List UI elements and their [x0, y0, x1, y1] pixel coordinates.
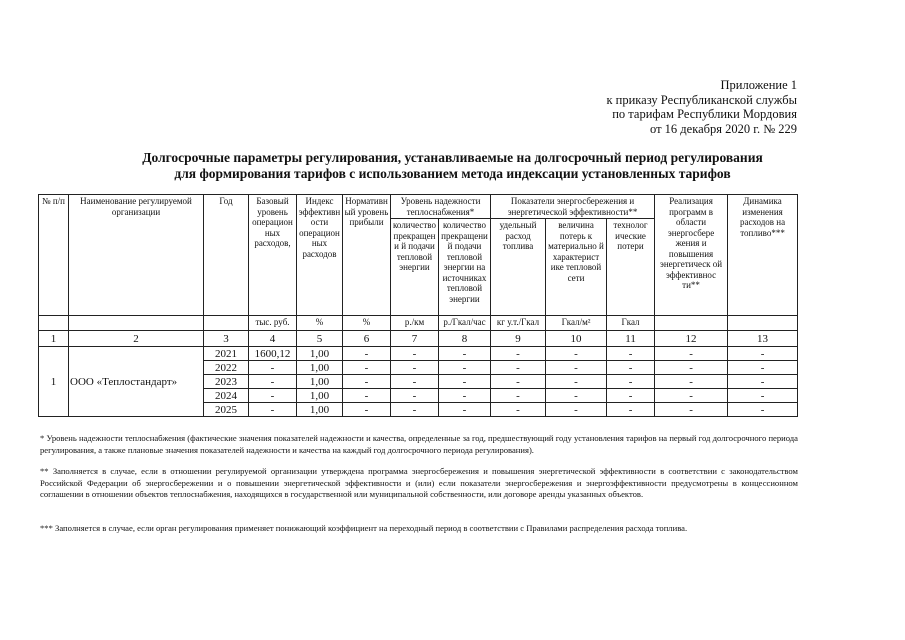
header-row-1 [39, 195, 798, 219]
cell-efficiency-index: 1,00 [297, 347, 343, 361]
cell-year: 2025 [204, 403, 249, 417]
header-year: Год [204, 195, 249, 316]
unit-fuel-rate: кг у.т./Гкал [491, 316, 546, 331]
cell-energy-programs: - [655, 347, 728, 361]
cell-energy-programs: - [655, 389, 728, 403]
annex-line-1: Приложение 1 [720, 78, 797, 92]
header-row-number: № п/п [39, 195, 69, 316]
header-energy-saving-group: Показатели энергосбережения и энергетической эффективности** [491, 195, 655, 219]
cell-network-losses: - [546, 403, 607, 417]
column-number: 9 [491, 331, 546, 347]
cell-source-interruptions: - [439, 361, 491, 375]
cell-base-opex: - [249, 361, 297, 375]
column-number: 2 [69, 331, 204, 347]
cell-base-opex: - [249, 403, 297, 417]
cell-fuel-dynamics: - [728, 375, 798, 389]
column-number: 13 [728, 331, 798, 347]
column-number: 10 [546, 331, 607, 347]
cell-year: 2022 [204, 361, 249, 375]
unit-network-losses: Гкал/м² [546, 316, 607, 331]
header-org-name: Наименование регулируемой организации [69, 195, 204, 316]
cell-energy-programs: - [655, 403, 728, 417]
title-line-2: для формирования тарифов с использованием метода индексации установленных тарифов [174, 166, 731, 181]
document-title [0, 150, 905, 182]
header-fuel-dynamics: Динамика изменения расходов на топливо*** [728, 195, 798, 316]
table-row [39, 347, 798, 361]
column-number: 11 [607, 331, 655, 347]
column-number: 5 [297, 331, 343, 347]
cell-profit-level: - [343, 389, 391, 403]
cell-supply-interruptions: - [391, 403, 439, 417]
annex-header [606, 78, 797, 136]
cell-efficiency-index: 1,00 [297, 389, 343, 403]
cell-base-opex: 1600,12 [249, 347, 297, 361]
annex-line-3: по тарифам Республики Мордовия [612, 107, 797, 121]
header-reliability-group: Уровень надежности теплоснабжения* [391, 195, 491, 219]
header-profit-level: Нормативн ый уровень прибыли [343, 195, 391, 316]
parameters-table [38, 194, 798, 417]
cell-energy-programs: - [655, 361, 728, 375]
header-efficiency-index: Индекс эффективн ости операцион ных расходов [297, 195, 343, 316]
cell-tech-losses: - [607, 361, 655, 375]
cell-network-losses: - [546, 361, 607, 375]
annex-line-4: от 16 декабря 2020 г. № 229 [649, 121, 797, 136]
unit-source-interruptions: р./Гкал/час [439, 316, 491, 331]
column-number: 8 [439, 331, 491, 347]
unit-profit-level: % [343, 316, 391, 331]
cell-profit-level: - [343, 375, 391, 389]
cell-tech-losses: - [607, 403, 655, 417]
cell-base-opex: - [249, 375, 297, 389]
cell-source-interruptions: - [439, 375, 491, 389]
title-line-1: Долгосрочные параметры регулирования, устанавливаемые на долгосрочный период регулирования [142, 150, 763, 165]
unit-supply-interruptions: р./км [391, 316, 439, 331]
cell-fuel-rate: - [491, 389, 546, 403]
org-name: ООО «Теплостандарт» [69, 347, 204, 417]
unit-base-opex: тыс. руб. [249, 316, 297, 331]
column-number: 3 [204, 331, 249, 347]
header-tech-losses: технолог ические потери [607, 219, 655, 316]
cell-network-losses: - [546, 389, 607, 403]
header-source-interruptions: количество прекращени й подачи тепловой энергии на источниках тепловой энергии [439, 219, 491, 316]
header-network-losses: величина потерь к материально й характерист ике тепловой сети [546, 219, 607, 316]
cell-base-opex: - [249, 389, 297, 403]
cell-profit-level: - [343, 347, 391, 361]
cell-fuel-rate: - [491, 375, 546, 389]
column-number: 6 [343, 331, 391, 347]
footnote-energy-saving: ** Заполняется в случае, если в отношении регулируемой организации утверждена программа энергосбережения и повышения энергетической эффективности в соответствии с законодательством Российской Федерации об энергосбережении и о повышении энергетической эффективности и (или) если показатели энергосбережения и энергоэффективности предусмотрены в концессионном соглашении в отношении объектов теплоснабжения, находящихся в государственной или муниципальной собственности, или договоре аренды указанных объектов. [40, 466, 798, 499]
column-number: 7 [391, 331, 439, 347]
cell-fuel-rate: - [491, 361, 546, 375]
cell-fuel-dynamics: - [728, 361, 798, 375]
cell-profit-level: - [343, 361, 391, 375]
column-numbers-row [39, 331, 798, 347]
cell-supply-interruptions: - [391, 389, 439, 403]
cell-source-interruptions: - [439, 403, 491, 417]
column-number: 4 [249, 331, 297, 347]
cell-year: 2023 [204, 375, 249, 389]
cell-efficiency-index: 1,00 [297, 403, 343, 417]
cell-supply-interruptions: - [391, 375, 439, 389]
cell-efficiency-index: 1,00 [297, 361, 343, 375]
units-row [39, 316, 798, 331]
cell-fuel-rate: - [491, 347, 546, 361]
header-supply-interruptions: количество прекращени й подачи тепловой энергии [391, 219, 439, 316]
cell-year: 2024 [204, 389, 249, 403]
footnote-reliability: * Уровень надежности теплоснабжения (фактические значения показателей надежности и качества, определенные за год, предшествующий году установления тарифов на первый год долгосрочного периода регулирования, а также плановые значения показателей надежности и качества на каждый год долгосрочного периода регулирования). [40, 433, 798, 455]
cell-tech-losses: - [607, 389, 655, 403]
cell-supply-interruptions: - [391, 347, 439, 361]
header-energy-programs: Реализация программ в области энергосбере жения и повышения энергетическ ой эффективнос ти** [655, 195, 728, 316]
column-number: 1 [39, 331, 69, 347]
cell-source-interruptions: - [439, 389, 491, 403]
cell-network-losses: - [546, 375, 607, 389]
cell-network-losses: - [546, 347, 607, 361]
unit-tech-losses: Гкал [607, 316, 655, 331]
cell-tech-losses: - [607, 375, 655, 389]
cell-year: 2021 [204, 347, 249, 361]
cell-supply-interruptions: - [391, 361, 439, 375]
cell-fuel-dynamics: - [728, 403, 798, 417]
footnote-fuel-coefficient: *** Заполняется в случае, если орган регулирования применяет понижающий коэффициент на переходный период в соответствии с Правилами распределения расхода топлива. [40, 523, 688, 533]
cell-fuel-rate: - [491, 403, 546, 417]
cell-fuel-dynamics: - [728, 347, 798, 361]
cell-efficiency-index: 1,00 [297, 375, 343, 389]
header-fuel-rate: удельный расход топлива [491, 219, 546, 316]
cell-fuel-dynamics: - [728, 389, 798, 403]
cell-profit-level: - [343, 403, 391, 417]
unit-efficiency-index: % [297, 316, 343, 331]
cell-energy-programs: - [655, 375, 728, 389]
cell-tech-losses: - [607, 347, 655, 361]
column-number: 12 [655, 331, 728, 347]
row-number: 1 [39, 347, 69, 417]
annex-line-2: к приказу Республиканской службы [606, 92, 797, 107]
cell-source-interruptions: - [439, 347, 491, 361]
header-base-opex: Базовый уровень операцион ных расходов, [249, 195, 297, 316]
